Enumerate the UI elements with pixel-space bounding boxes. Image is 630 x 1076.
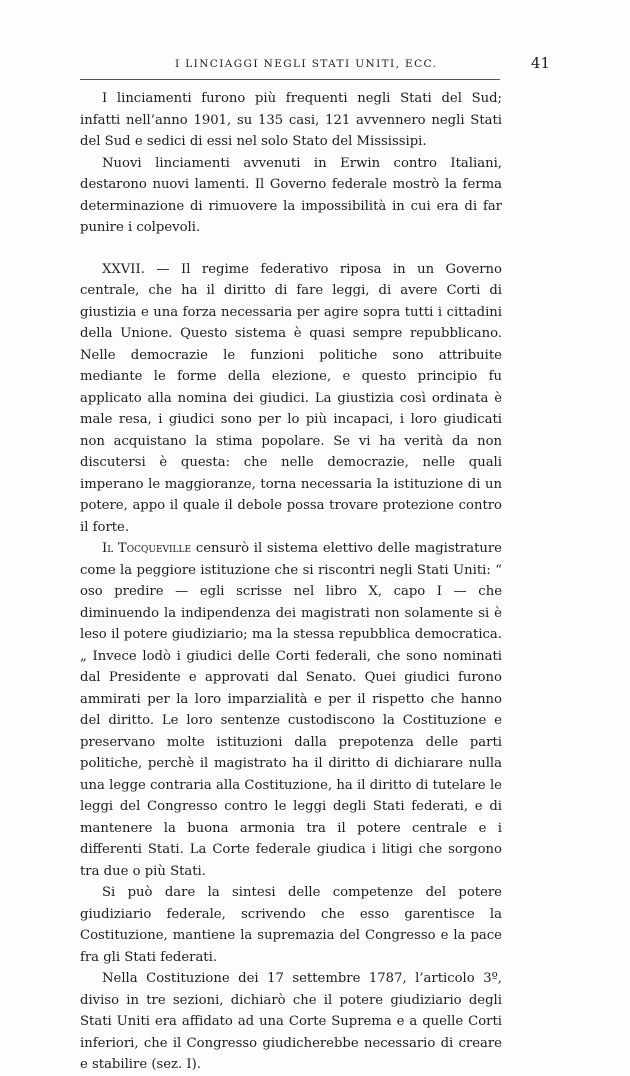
header-rule xyxy=(80,79,500,80)
section-gap xyxy=(80,239,502,259)
paragraph-lynching-statistics: I linciamenti furono più frequenti negli Stati del Sud; infatti nell’anno 1901, su 135 casi, 121 avvennero negli Stati del Sud e sedici di essi nel solo Stato del Mississipi. xyxy=(80,91,502,149)
page-number: 41 xyxy=(530,54,550,72)
tocqueville-name: Il Tocqueville xyxy=(102,541,192,556)
page-header xyxy=(80,54,550,78)
running-title: I LINCIAGGI NEGLI STATI UNITI, ECC. xyxy=(175,58,438,70)
paragraph-constitution-1787: Nella Costituzione dei 17 settembre 1787, l’articolo 3º, diviso in tre sezioni, dichiarò che il potere giudiziario degli Stati Uniti era affidato ad una Corte Suprema e a quelle Corti inferiori, che il Congresso giudicherebbe necessario di creare e stabilire (sez. I). xyxy=(80,971,502,1072)
paragraph-erwin-lynchings: Nuovi linciamenti avvenuti in Erwin contro Italiani, destarono nuovi lamenti. Il Governo federale mostrò la ferma determinazione di rimuovere la impossibilità in cui era di far punire i colpevoli. xyxy=(80,155,502,235)
paragraph-section-xxvii: XXVII. — Il regime federativo riposa in un Governo centrale, che ha il diritto di fare leggi, di avere Corti di giustizia e una forza necessaria per agire sopra tutti i cittadini della Unione. Questo sistema è quasi sempre repubblicano. Nelle democrazie le funzioni politiche sono attribuite mediante le forme della elezione, e questo principio fu applicato alla nomina dei giudici. La giustizia così ordinata è male resa, i giudici sono per lo più incapaci, i loro giudicati non acquistano la stima popolare. Se vi ha verità da non discutersi è questa: che nelle democrazie, nelle quali imperano le maggioranze, torna necessaria la istituzione di un potere, appo il quale il debole possa trovare protezione contro il forte. xyxy=(80,261,502,535)
page-body xyxy=(80,88,502,1076)
tocqueville-text: censurò il sistema elettivo delle magistrature come la peggiore istituzione che si riscontri negli Stati Uniti: “ oso predire — egli scrisse nel libro X, capo I — che diminuendo la indipendenza dei magistrati non solamente si è leso il potere giudiziario; ma la stessa repubblica democratica. „ Invece lodò i giudici delle Corti federali, che sono nominati dal Presidente e approvati dal Senato. Quei giudici furono ammirati per la loro imparzialità e per il rispetto che hanno del diritto. Le loro sentenze custodiscono la Costituzione e preservano molte istituzioni dalla prepotenza delle parti politiche, perchè il magistrato ha il diritto di dichiarare nulla una legge contraria alla Costituzione, ha il diritto di tutelare le leggi del Congresso contro le leggi degli Stati federati, e di mantenere la buona armonia tra il potere centrale e i differenti Stati. La Corte federale giudica i litigi che sorgono tra due o più Stati. xyxy=(80,541,502,879)
paragraph-tocqueville xyxy=(80,538,502,882)
paragraph-judicial-synthesis: Si può dare la sintesi delle competenze del potere giudiziario federale, scrivendo che esso garentisce la Costituzione, mantiene la supremazia del Congresso e la pace fra gli Stati federati. xyxy=(80,885,502,965)
